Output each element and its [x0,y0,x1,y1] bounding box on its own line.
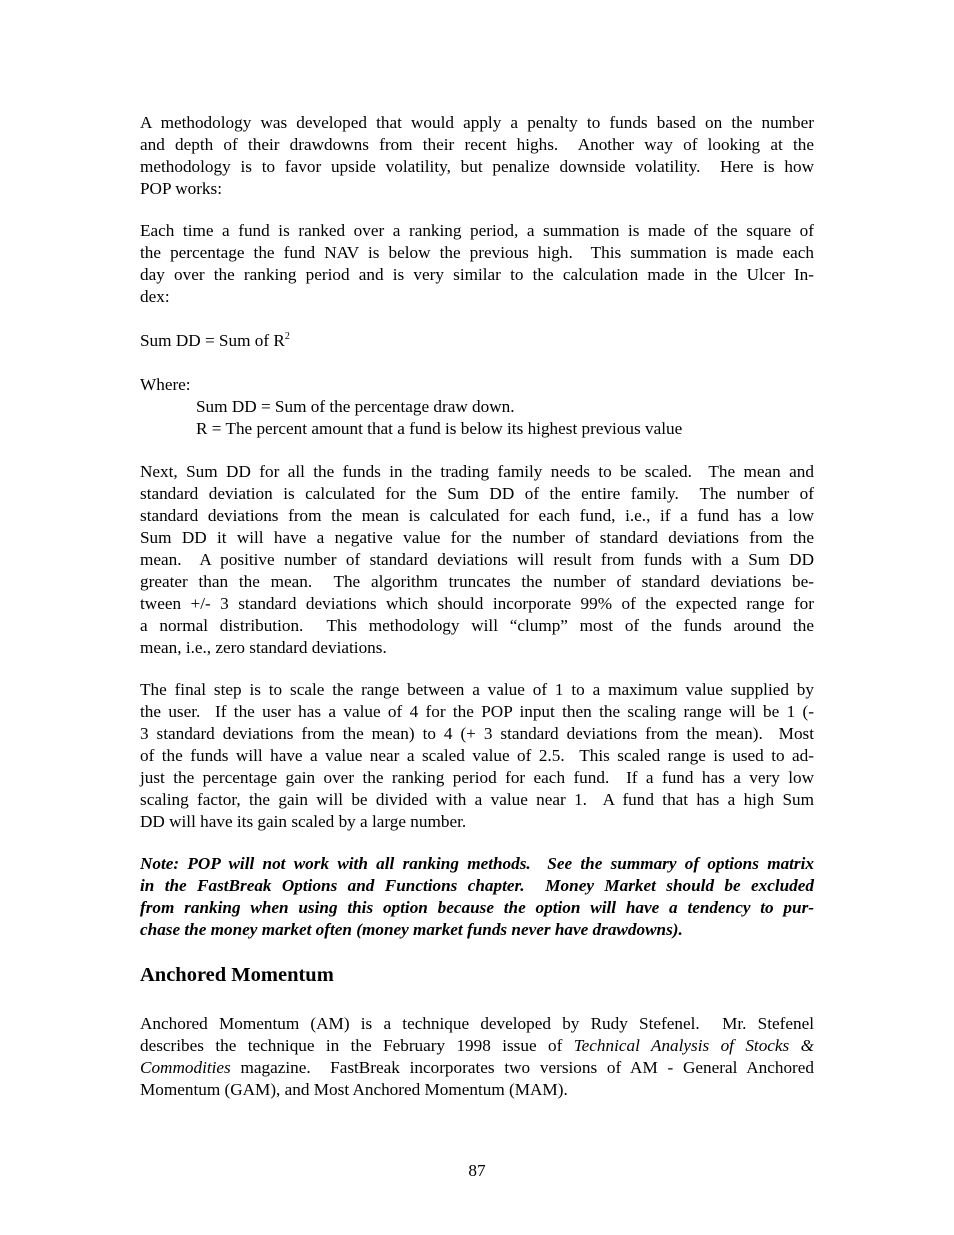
where-definitions [196,396,796,440]
text-line: mean, i.e., zero standard deviations. [140,638,387,657]
text-line: POP works: [140,179,222,198]
paragraph-pop-final-step [140,679,814,833]
formula-text: Sum DD = Sum of R [140,331,285,350]
text-line [140,1013,814,1035]
section-heading: Anchored Momentum [140,964,334,986]
text-line [140,1057,814,1079]
text-line: standard deviation is calculated for the Sum DD of the entire family. The number of [140,484,814,503]
text-line: day over the ranking period and is very similar to the calculation made in the Ulcer In- [140,265,814,284]
text-segment: Momentum (GAM), and Most Anchored Momentum (MAM). [140,1080,568,1099]
text-line: tween +/- 3 standard deviations which should incorporate 99% of the expected range for [140,594,814,613]
paragraph-anchored-momentum-intro [140,1013,814,1101]
text-line: a normal distribution. This methodology will “clump” most of the funds around the [140,616,814,635]
formula [140,330,814,352]
text-line: Sum DD it will have a negative value for the number of standard deviations from the [140,528,814,547]
text-line [140,1079,814,1101]
text-line: the percentage the fund NAV is below the previous high. This summation is made each [140,243,814,262]
italic-title-text: Commodities [140,1058,231,1077]
text-line: Each time a fund is ranked over a ranking period, a summation is made of the square of [140,221,814,240]
formula-superscript: 2 [284,331,290,342]
definition-r: R = The percent amount that a fund is below its highest previous value [196,419,683,438]
text-line: just the percentage gain over the ranking period for each fund. If a fund has a very low [140,768,814,787]
text-segment: describes the technique in the February 1998 issue of [140,1036,574,1055]
text-line: Note: POP will not work with all ranking methods. See the summary of options matrix [140,854,814,873]
paragraph-pop-intro [140,112,814,200]
text-line: of the funds will have a value near a scaled value of 2.5. This scaled range is used to ad- [140,746,814,765]
paragraph-pop-scaling [140,461,814,659]
text-line: from ranking when using this option because the option will have a tendency to pur- [140,898,814,917]
text-segment: Anchored Momentum (AM) is a technique developed by Rudy Stefenel. Mr. Stefenel [140,1014,814,1033]
text-line: in the FastBreak Options and Functions chapter. Money Market should be excluded [140,876,814,895]
text-line: scaling factor, the gain will be divided with a value near 1. A fund that has a high Sum [140,790,814,809]
text-line: chase the money market often (money market funds never have drawdowns). [140,920,683,939]
text-line: The final step is to scale the range between a value of 1 to a maximum value supplied by [140,680,814,699]
text-line [140,1035,814,1057]
text-line: mean. A positive number of standard deviations will result from funds with a Sum DD [140,550,814,569]
text-line: standard deviations from the mean is calculated for each fund, i.e., if a fund has a low [140,506,814,525]
text-line: DD will have its gain scaled by a large number. [140,812,467,831]
text-line: Next, Sum DD for all the funds in the trading family needs to be scaled. The mean and [140,462,814,481]
definition-sum-dd: Sum DD = Sum of the percentage draw down. [196,397,515,416]
text-line: 3 standard deviations from the mean) to 4 (+ 3 standard deviations from the mean). Most [140,724,814,743]
text-line: A methodology was developed that would apply a penalty to funds based on the number [140,113,814,132]
where-label-text: Where: [140,375,191,394]
page-number: 87 [468,1161,486,1180]
text-line: methodology is to favor upside volatility, but penalize downside volatility. Here is how [140,157,814,176]
text-line: greater than the mean. The algorithm truncates the number of standard deviations be- [140,572,814,591]
paragraph-pop-note [140,853,814,941]
text-line: dex: [140,287,170,306]
italic-title-text: Technical Analysis of Stocks & [573,1036,814,1055]
text-line: the user. If the user has a value of 4 for the POP input then the scaling range will be 1 (- [140,702,814,721]
text-segment: magazine. FastBreak incorporates two versions of AM - General Anchored [230,1058,814,1077]
where-label [140,374,814,396]
paragraph-pop-summation [140,220,814,308]
text-line: and depth of their drawdowns from their recent highs. Another way of looking at the [140,135,814,154]
